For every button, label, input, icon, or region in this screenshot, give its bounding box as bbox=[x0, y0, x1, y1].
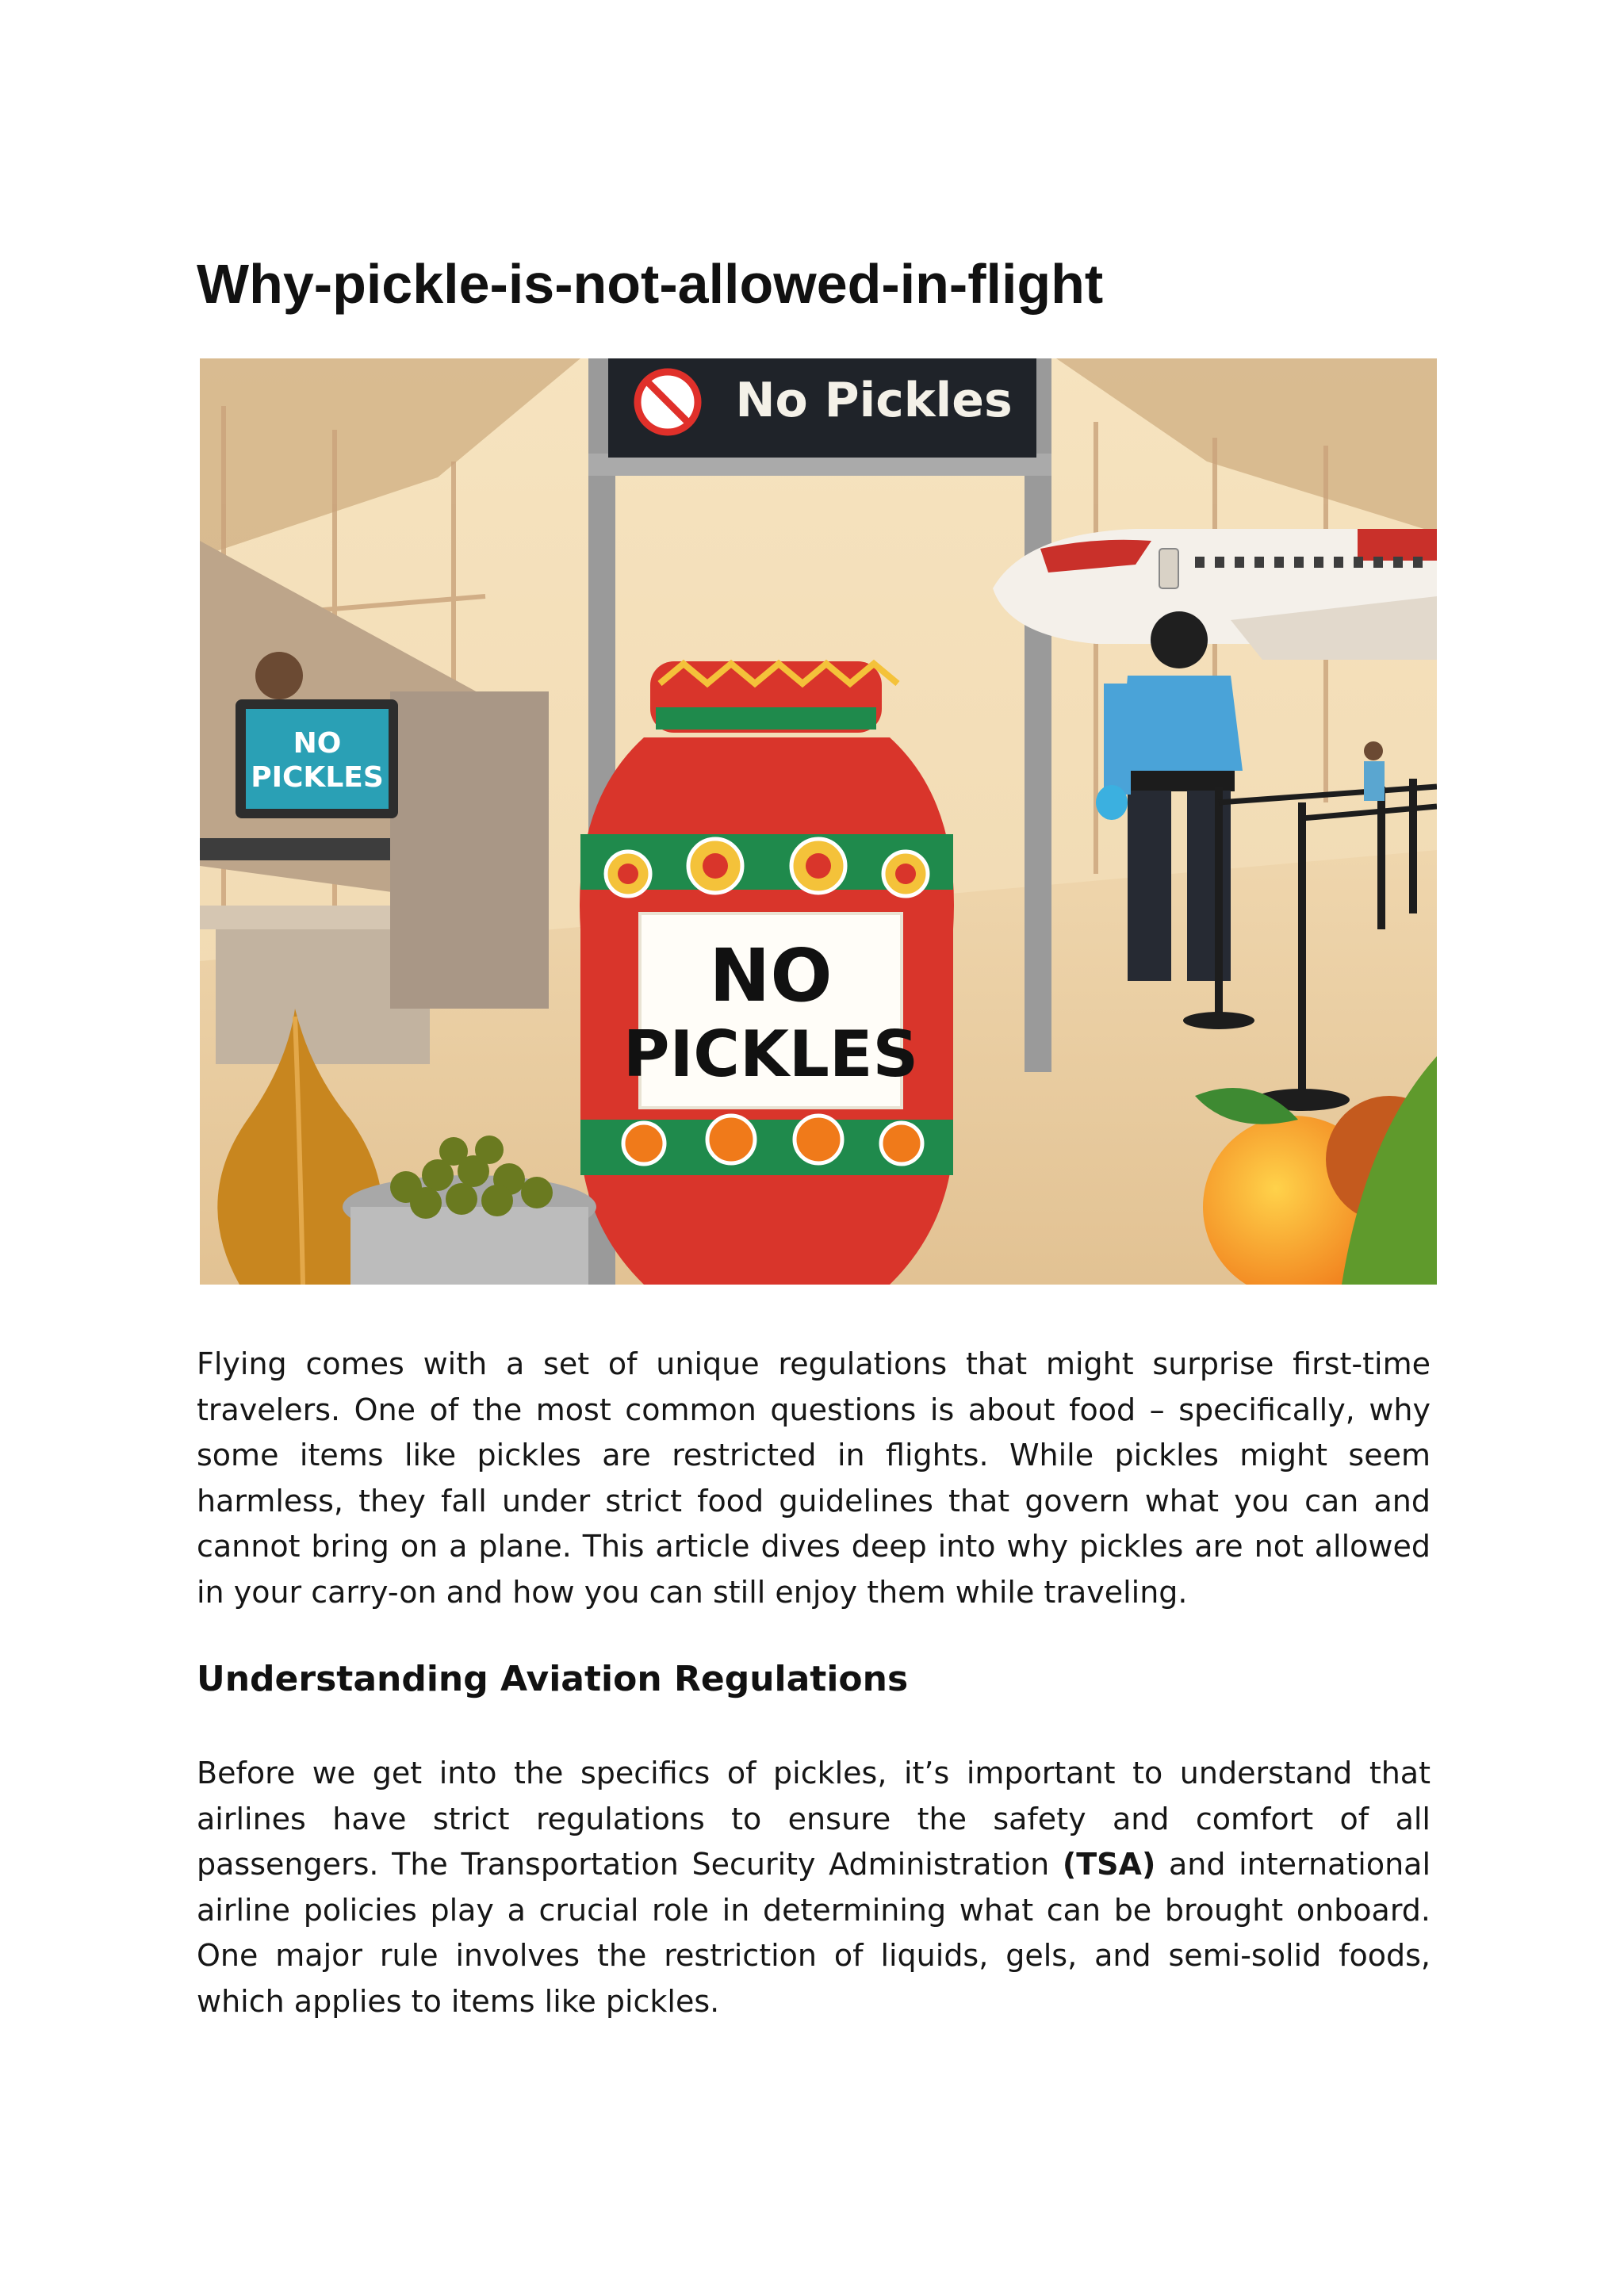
jar-label-line1: NO bbox=[709, 933, 833, 1018]
hero-illustration bbox=[200, 358, 1437, 1285]
intro-paragraph: Flying comes with a set of unique regulations that might surprise first-time travelers. One of the most common questions is about food – specifically, why some items like pickles are restricted in flights. While pickles might seem harmless, they fall under strict food guidelines that govern what you can and cannot bring on a plane. This article dives deep into why pickles are not allowed in your carry-on and how you can still enjoy them while traveling. bbox=[197, 1346, 1431, 1610]
airport-security-pickle-illustration bbox=[200, 358, 1437, 1285]
page-title: Why-pickle-is-not-allowed-in-flight bbox=[197, 253, 1104, 315]
monitor-text-line1: NO bbox=[293, 727, 342, 760]
jar-label-line2: PICKLES bbox=[622, 1017, 919, 1091]
sign-text: No Pickles bbox=[735, 373, 1013, 428]
tsa-abbreviation: (TSA) bbox=[1062, 1847, 1156, 1882]
no-pickles-sign bbox=[608, 358, 1036, 458]
monitor-text-line2: PICKLES bbox=[251, 761, 384, 794]
section-paragraph bbox=[197, 1751, 1431, 2024]
section-heading: Understanding Aviation Regulations bbox=[197, 1659, 909, 1699]
pickle-jar bbox=[580, 661, 954, 1285]
section-paragraph-part2: and international airline policies play a crucial role in determining what can be brought onboard. One major rule involves the restriction of liquids, gels, and semi-solid foods, which applies to items like pickles. bbox=[197, 1847, 1431, 2019]
section-paragraph-part1: Before we get into the specifics of pickles, it’s important to understand that airlines have strict regulations to ensure the safety and comfort of all passengers. The Transportation Security Administration bbox=[197, 1756, 1431, 1882]
